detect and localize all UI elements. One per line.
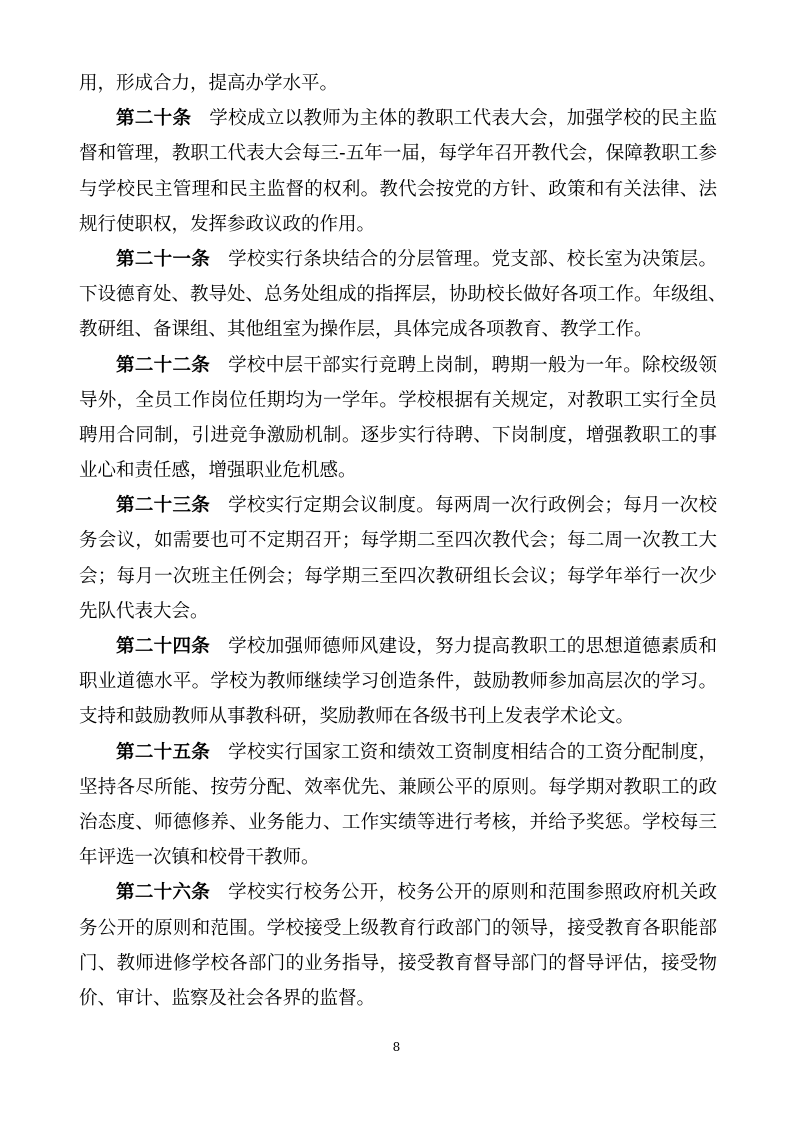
article-line (79, 735, 717, 770)
article-text: 学校中层干部实行竞聘上岗制，聘期一般为一年。除校级领 (228, 354, 717, 376)
article-text: 督和管理，教职工代表大会每三-五年一届，每学年召开教代会，保障教职工参 (79, 143, 717, 165)
article-text: 教研组、备课组、其他组室为操作层，具体完成各项教育、教学工作。 (79, 319, 653, 341)
article-title: 第二十条 (116, 108, 192, 130)
article-text: 学校实行校务公开，校务公开的原则和范围参照政府机关政 (228, 882, 717, 904)
article-text: 学校成立以教师为主体的教职工代表大会，加强学校的民主监 (209, 108, 717, 130)
article-paragraph (79, 488, 717, 629)
article-line (79, 805, 717, 840)
article-line (79, 664, 717, 699)
article-text: 会；每月一次班主任例会；每学期三至四次教研组长会议；每学年举行一次少 (79, 565, 717, 587)
article-paragraph (79, 242, 727, 348)
article-line (79, 875, 717, 910)
article-text: 治态度、师德修养、业务能力、工作实绩等进行考核，并给予奖惩。学校每三 (79, 811, 717, 833)
document-body (79, 66, 727, 1016)
article-text: 导外，全员工作岗位任期均为一学年。学校根据有关规定，对教职工实行全员 (79, 389, 717, 411)
article-line (79, 488, 717, 523)
article-text: 学校实行国家工资和绩效工资制度相结合的工资分配制度， (228, 741, 717, 763)
article-line (79, 981, 717, 1016)
article-line (79, 101, 717, 136)
article-line (79, 594, 717, 629)
article-line (79, 207, 717, 242)
article-text: 学校实行定期会议制度。每两周一次行政例会；每月一次校 (228, 495, 717, 517)
article-text: 下设德育处、教导处、总务处组成的指挥层，协助校长做好各项工作。年级组、 (79, 284, 727, 306)
article-text: 先队代表大会。 (79, 600, 209, 622)
article-text: 学校加强师德师风建设，努力提高教职工的思想道德素质和 (228, 636, 717, 657)
article-paragraph (79, 735, 717, 876)
article-line (79, 946, 717, 981)
article-line (79, 770, 717, 805)
article-title: 第二十四条 (116, 636, 211, 657)
article-line (79, 136, 717, 171)
article-line (79, 699, 717, 734)
article-text: 业心和责任感，增强职业危机感。 (79, 460, 357, 482)
article-text: 价、审计、监察及社会各界的监督。 (79, 987, 376, 1009)
article-text: 学校实行条块结合的分层管理。党支部、校长室为决策层。 (228, 248, 717, 270)
article-text: 职业道德水平。学校为教师继续学习创造条件，鼓励教师参加高层次的学习。 (79, 671, 717, 693)
article-line (79, 911, 717, 946)
article-text: 年评选一次镇和校骨干教师。 (79, 847, 320, 869)
article-line (79, 277, 727, 312)
article-text: 务公开的原则和范围。学校接受上级教育行政部门的领导，接受教育各职能部 (79, 917, 717, 939)
article-text: 规行使职权，发挥参政议政的作用。 (79, 213, 376, 235)
article-text: 聘用合同制，引进竞争激励机制。逐步实行待聘、下岗制度，增强教职工的事 (79, 424, 717, 446)
article-text: 务会议，如需要也可不定期召开；每学期二至四次教代会；每二周一次教工大 (79, 530, 717, 552)
article-title: 第二十一条 (116, 248, 211, 270)
articles-container (79, 101, 727, 1016)
article-paragraph (79, 875, 717, 1016)
article-text: 支持和鼓励教师从事教科研，奖励教师在各级书刊上发表学术论文。 (79, 706, 635, 728)
article-line (79, 312, 717, 347)
continued-paragraph-line: 用，形成合力，提高办学水平。 (79, 73, 339, 94)
article-line (79, 629, 717, 664)
article-text: 与学校民主管理和民主监督的权利。教代会按党的方针、政策和有关法律、法 (79, 178, 717, 200)
article-text: 坚持各尽所能、按劳分配、效率优先、兼顾公平的原则。每学期对教职工的政 (79, 776, 717, 798)
article-title: 第二十六条 (116, 882, 211, 904)
article-text: 门、教师进修学校各部门的业务指导，接受教育督导部门的督导评估，接受物 (79, 952, 717, 974)
page-number: 8 (392, 1040, 401, 1054)
article-paragraph (79, 629, 717, 735)
article-line (79, 453, 717, 488)
article-line (79, 383, 717, 418)
article-line (79, 523, 717, 558)
article-line (79, 242, 717, 277)
article-title: 第二十五条 (116, 741, 211, 763)
article-line (79, 840, 717, 875)
article-line (79, 348, 717, 383)
article-line (79, 172, 717, 207)
article-line (79, 559, 717, 594)
article-paragraph (79, 101, 717, 242)
article-title: 第二十三条 (116, 495, 211, 517)
article-title: 第二十二条 (116, 354, 211, 376)
article-paragraph (79, 348, 717, 489)
article-line (79, 418, 717, 453)
